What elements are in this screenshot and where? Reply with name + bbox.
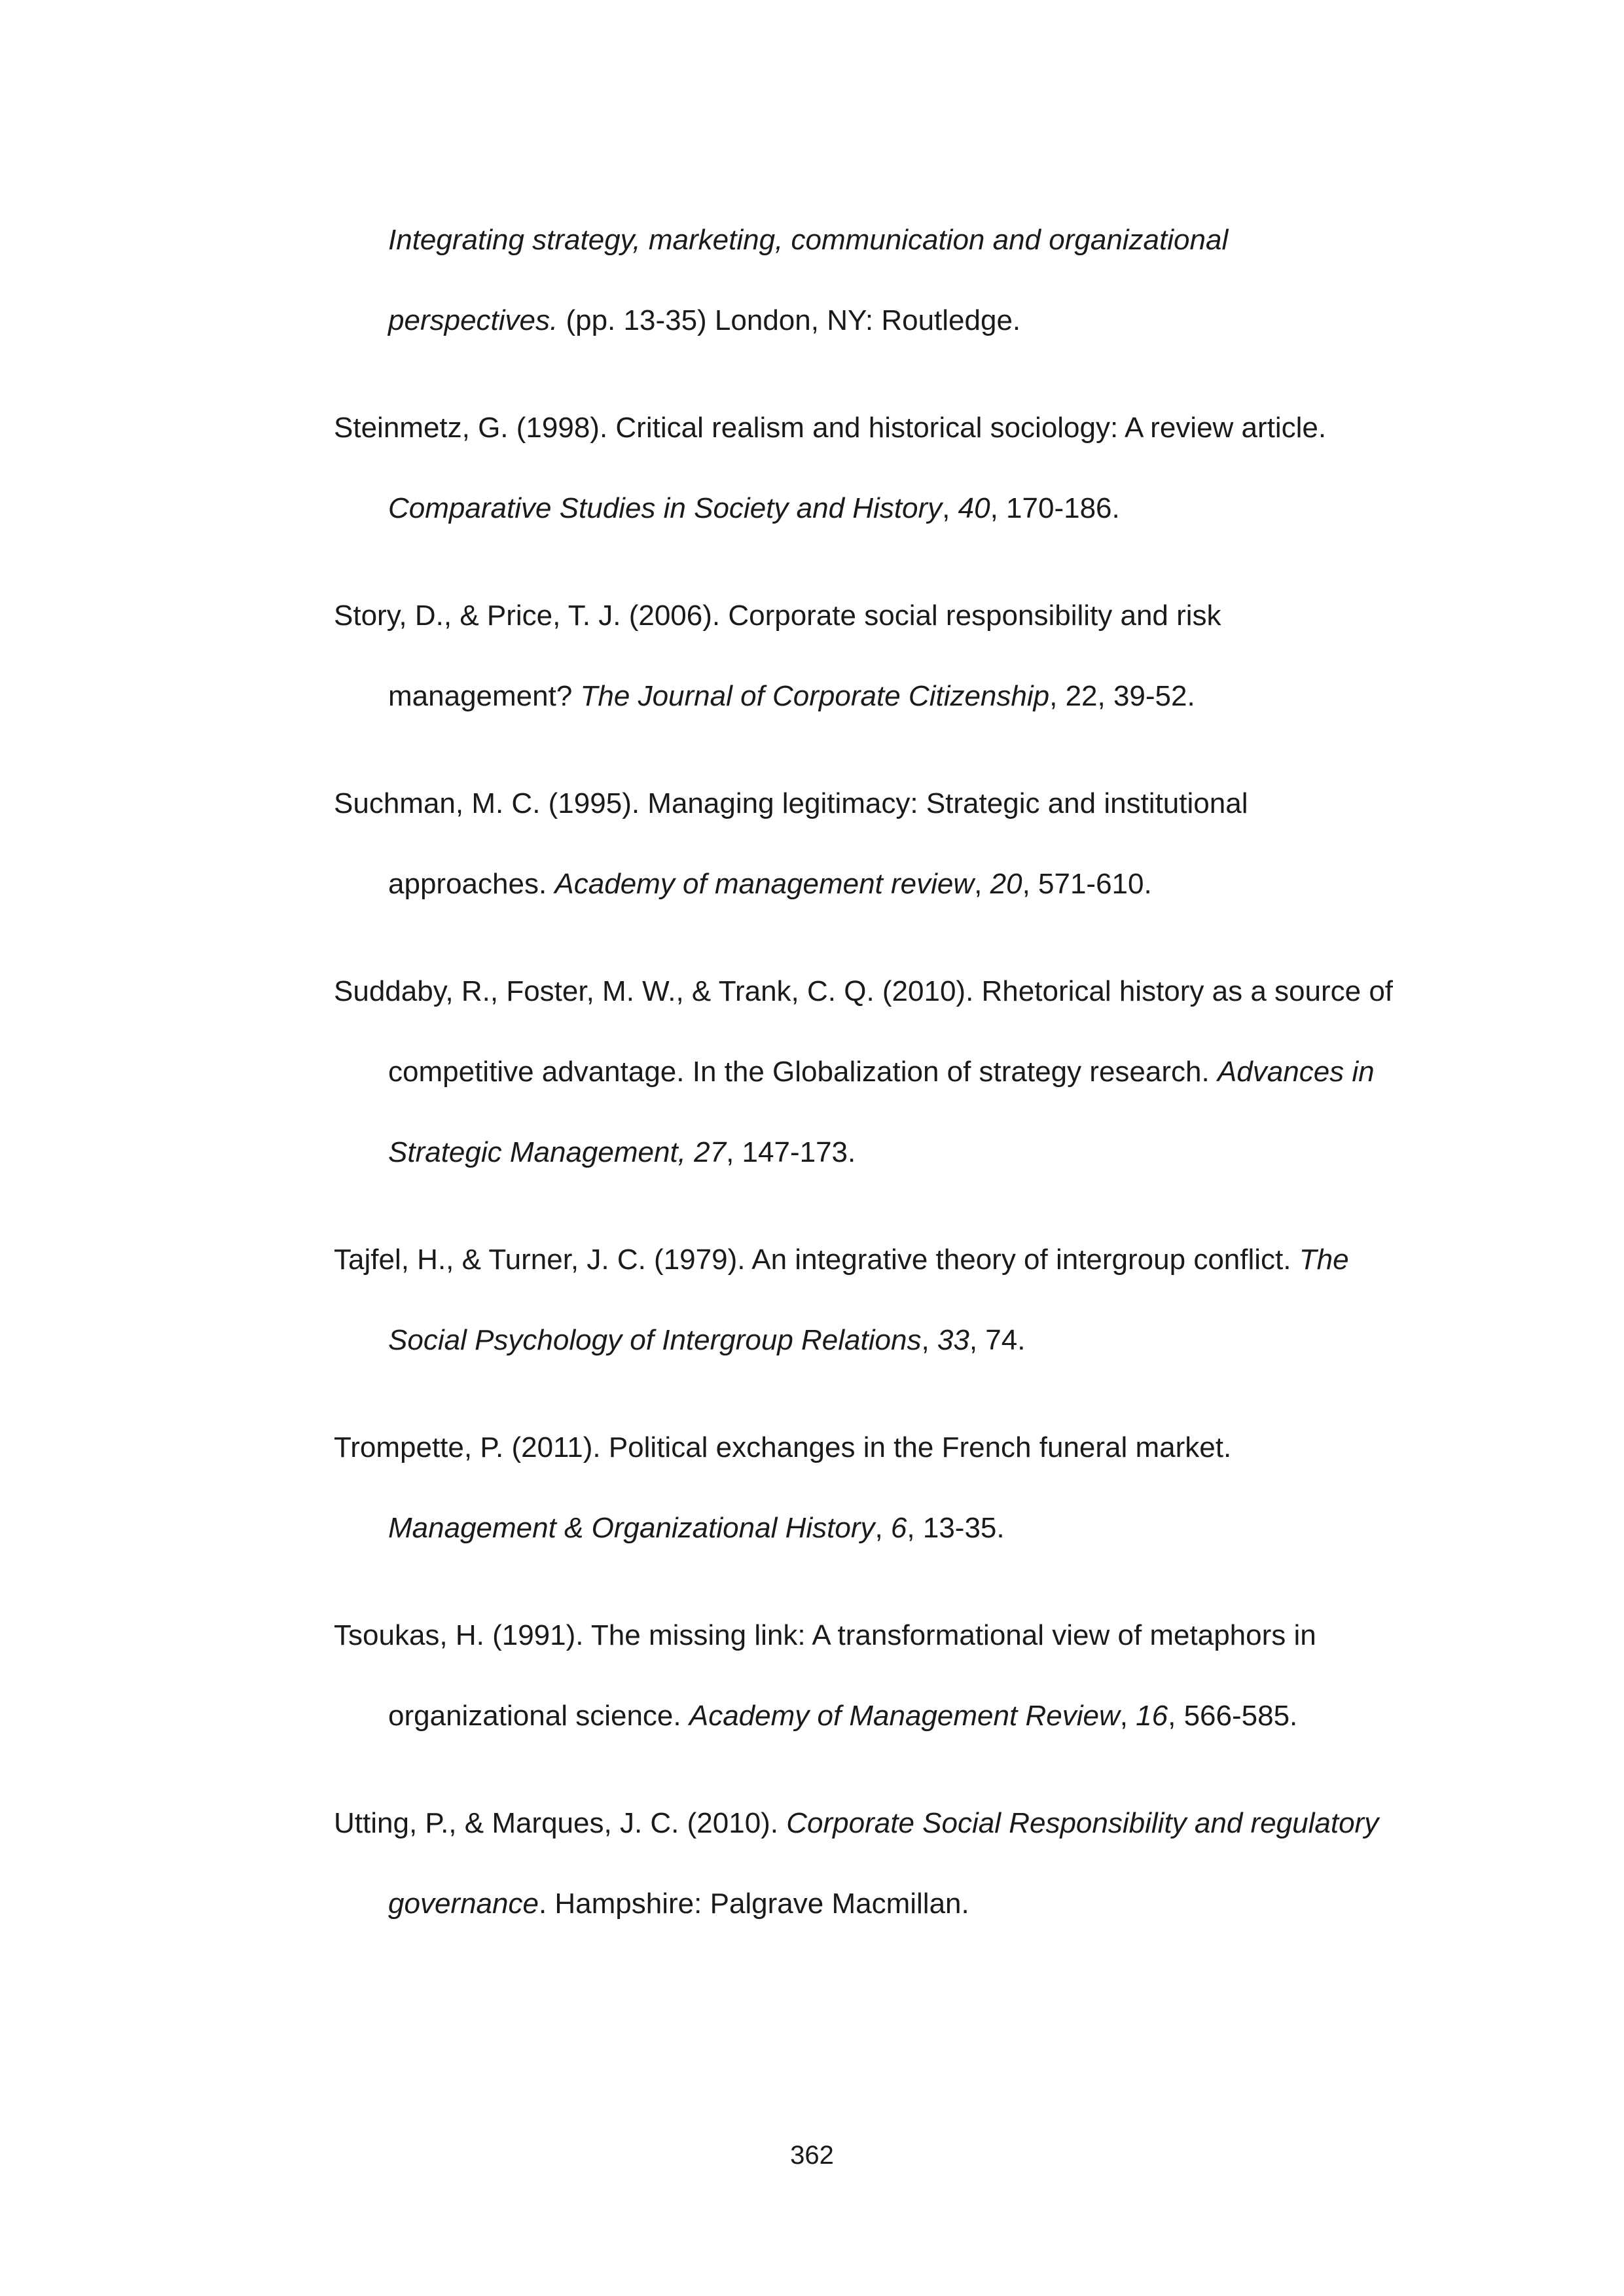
reference-entry [334, 786, 1460, 974]
italic-text: Comparative Studies in Society and History [388, 492, 943, 524]
text-segment: , [942, 492, 958, 524]
text-segment: management? [388, 680, 581, 712]
italic-text: perspectives. [388, 304, 558, 336]
reference-line [334, 1618, 1460, 1698]
text-segment: , 74. [969, 1324, 1026, 1356]
reference-line [334, 303, 1460, 410]
reference-line [334, 491, 1460, 598]
reference-line [334, 1323, 1460, 1430]
text-segment: Tajfel, H., & Turner, J. C. (1979). An integrative theory of intergroup conflict. [334, 1244, 1299, 1276]
italic-text: Management & Organizational History [388, 1512, 875, 1544]
reference-line [334, 867, 1460, 974]
italic-text: Academy of Management Review [689, 1700, 1120, 1732]
italic-text: 20 [990, 868, 1022, 900]
reference-line [334, 1054, 1460, 1135]
reference-line [334, 1242, 1460, 1323]
reference-line [334, 786, 1460, 867]
reference-line [334, 410, 1460, 491]
text-segment: , 22, 39-52. [1049, 680, 1195, 712]
reference-line [334, 974, 1460, 1054]
italic-text: governance [388, 1888, 539, 1920]
text-segment: Tsoukas, H. (1991). The missing link: A transformational view of metaphors in [334, 1619, 1316, 1651]
text-segment: approaches. [388, 868, 555, 900]
italic-text: Integrating strategy, marketing, communication and organizational [388, 224, 1229, 256]
text-segment: , 147-173. [726, 1136, 856, 1168]
reference-entry [334, 1806, 1460, 1994]
italic-text: Corporate Social Responsibility and regulatory [786, 1807, 1379, 1839]
text-segment: competitive advantage. In the Globalization of strategy research. [388, 1056, 1218, 1088]
text-segment: organizational science. [388, 1700, 689, 1732]
reference-entry [334, 598, 1460, 786]
text-segment: , [875, 1512, 891, 1544]
text-segment: . Hampshire: Palgrave Macmillan. [538, 1888, 969, 1920]
reference-line [334, 1698, 1460, 1806]
italic-text: Academy of management review [554, 868, 975, 900]
text-segment: , 13-35. [907, 1512, 1005, 1544]
text-segment: Utting, P., & Marques, J. C. (2010). [334, 1807, 787, 1839]
reference-line [334, 1806, 1460, 1886]
reference-line [334, 1511, 1460, 1618]
text-segment: , [1119, 1700, 1136, 1732]
reference-line [334, 1886, 1460, 1994]
italic-text: The Journal of Corporate Citizenship [580, 680, 1050, 712]
reference-list [334, 223, 1460, 1994]
text-segment: Suddaby, R., Foster, M. W., & Trank, C. Q. (2010). Rhetorical history as a source of [334, 975, 1394, 1007]
reference-entry [334, 410, 1460, 598]
italic-text: 6 [890, 1512, 907, 1544]
reference-entry [334, 1430, 1460, 1618]
reference-entry [334, 1242, 1460, 1430]
reference-line [334, 598, 1460, 679]
reference-entry-continued [334, 223, 1460, 410]
italic-text: 40 [958, 492, 990, 524]
reference-line [334, 223, 1460, 303]
italic-text: The [1299, 1244, 1349, 1276]
text-segment: , 170-186. [990, 492, 1120, 524]
page-number: 362 [790, 2141, 834, 2170]
italic-text: Social Psychology of Intergroup Relations [388, 1324, 922, 1356]
text-segment: Steinmetz, G. (1998). Critical realism and historical sociology: A review article. [334, 412, 1327, 444]
text-segment: , [921, 1324, 937, 1356]
italic-text: Advances in [1217, 1056, 1375, 1088]
reference-line [334, 679, 1460, 786]
reference-line [334, 1135, 1460, 1242]
reference-entry [334, 974, 1460, 1242]
reference-line [334, 1430, 1460, 1511]
italic-text: Strategic Management, 27 [388, 1136, 727, 1168]
reference-entry [334, 1618, 1460, 1806]
text-segment: Suchman, M. C. (1995). Managing legitimacy: Strategic and institutional [334, 787, 1248, 819]
text-segment: , [974, 868, 990, 900]
italic-text: 33 [937, 1324, 969, 1356]
text-segment: (pp. 13-35) London, NY: Routledge. [558, 304, 1021, 336]
text-segment: , 566-585. [1168, 1700, 1298, 1732]
text-segment: , 571-610. [1022, 868, 1152, 900]
text-segment: Story, D., & Price, T. J. (2006). Corporate social responsibility and risk [334, 600, 1221, 632]
text-segment: Trompette, P. (2011). Political exchanges in the French funeral market. [334, 1431, 1232, 1463]
italic-text: 16 [1136, 1700, 1168, 1732]
